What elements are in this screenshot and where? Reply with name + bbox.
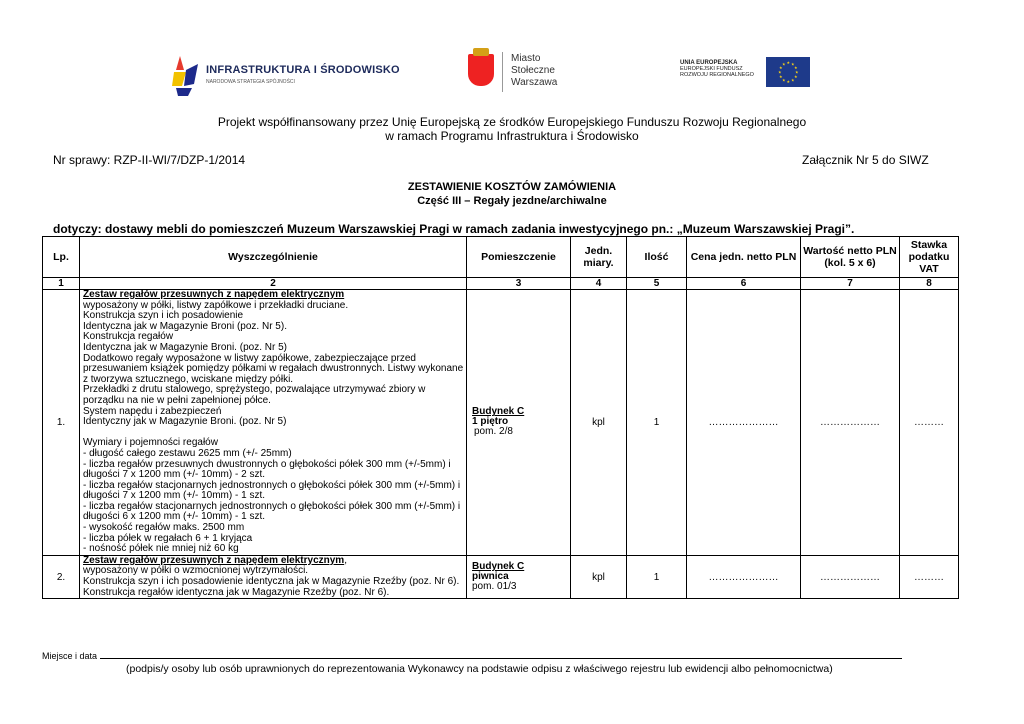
row-value-field[interactable]: ……………… [801,555,900,598]
description-line: Identyczny jak w Magazynie Broni. (poz. Nr 5) [83,416,287,428]
row-price-field[interactable]: ………………… [687,555,801,598]
row-unit: kpl [571,290,627,556]
place-date-line [42,651,902,661]
row-description [80,555,467,598]
row-vat-field[interactable]: ……… [900,290,959,556]
description-line: System napędu i zabezpieczeń [83,405,222,417]
description-line: z tworzywa sztucznego, wciskane między półki. [83,373,294,385]
row-description [80,290,467,556]
svg-text:★: ★ [794,65,798,70]
description-line: - wysokość regałów maks. 2500 mm [83,522,245,534]
description-line: przesuwaniem książek pomiędzy półkami w regałach dwustronnych. Listwy wykonane [83,363,464,375]
description-line: porządku na nie w pełni zapełnionej półce. [83,394,271,406]
col-header-value: Wartość netto PLN (kol. 5 x 6) [801,237,900,278]
infrastruktura-emblem-icon [172,56,202,96]
description-line: Identyczna jak w Magazynie Broni (poz. Nr 5). [83,320,287,332]
infrastruktura-logo [172,56,400,96]
table-header-row [43,237,959,278]
row-lp: 2. [43,555,80,598]
row-room [467,555,571,598]
col-number: 6 [687,278,801,290]
description-line: wyposażony w półki o wzmocnionej wytrzymałości. [83,565,309,577]
description-line: Konstrukcja szyn i ich posadowienie [83,310,244,322]
item-description-lines [83,301,464,555]
case-number: Nr sprawy: RZP-II-WI/7/DZP-1/2014 [53,153,246,167]
cofinancing-line-2: w ramach Programu Infrastruktura i Środowisko [385,129,639,143]
row-qty: 1 [627,290,687,556]
cost-table [42,236,959,599]
room-number: pom. 2/8 [474,426,513,438]
col-number: 7 [801,278,900,290]
svg-text:★: ★ [782,61,786,67]
place-date-field[interactable] [100,651,902,659]
svg-text:★: ★ [782,77,786,83]
col-header-vat: Stawka podatku VAT [900,237,959,278]
description-line: Wymiary i pojemności regałów [83,437,218,449]
description-line: wyposażony w półki, listwy zapółkowe i przekładki druciane. [83,299,349,311]
cofinancing-line-1: Projekt współfinansowany przez Unię Europejską ze środków Europejskiego Funduszu Rozwoju Regionalnego [217,115,807,129]
annex-label: Załącznik Nr 5 do SIWZ [802,153,929,167]
column-number-row [43,278,959,290]
infrastruktura-logo-title: INFRASTRUKTURA I ŚRODOWISKO [206,64,400,76]
description-line: Konstrukcja szyn i ich posadowienie identyczna jak w Magazynie Rzeźby (poz. Nr 6). [83,576,460,588]
description-line: - liczba regałów stacjonarnych jednostronnych o głębokości półek 300 mm (+/-5mm) i [83,479,461,491]
row-room [467,290,571,556]
row-unit: kpl [571,555,627,598]
col-header-desc: Wyszczególnienie [80,237,467,278]
description-line: długości 6 x 1200 mm (+/- 10mm) - 1 szt. [83,511,266,523]
row-price-field[interactable]: ………………… [687,290,801,556]
room-building: Budynek C [472,406,525,418]
item-title: Zestaw regałów przesuwnych z napędem elektrycznym [83,554,345,566]
description-line: - liczba półek w regałach 6 + 1 kryjąca [83,532,253,544]
svg-text:★: ★ [778,69,782,75]
table-row-2 [43,555,959,598]
room-floor: 1 piętro [472,416,509,428]
row-value-field[interactable]: ……………… [801,290,900,556]
row-vat-field[interactable]: ……… [900,555,959,598]
description-line: - liczba regałów przesuwnych dwustronnych o głębokości półek 300 mm (+/-5mm) i [83,458,451,470]
svg-text:★: ★ [786,60,791,65]
col-number: 4 [571,278,627,290]
svg-text:★: ★ [779,74,783,79]
ue-logo [680,54,810,90]
room-floor: piwnica [472,571,509,583]
item-description-lines [83,566,464,598]
document-title: ZESTAWIENIE KOSZTÓW ZAMÓWIENIA [407,181,617,193]
svg-text:★: ★ [791,77,795,83]
infrastruktura-logo-subtitle: NARODOWA STRATEGIA SPÓJNOŚCI [206,79,295,85]
col-header-room: Pomieszczenie [467,237,571,278]
row-qty: 1 [627,555,687,598]
svg-text:★: ★ [794,74,798,79]
place-date-label: Miejsce i data [42,651,98,661]
svg-text:★: ★ [779,65,783,70]
ue-logo-text: UNIA EUROPEJSKA EUROPEJSKI FUNDUSZ ROZWOJU REGIONALNEGO [680,60,754,78]
document-subtitle: Część III – Regały jezdne/archiwalne [417,195,607,207]
item-title: Zestaw regałów przesuwnych z napędem elektrycznym [83,289,345,300]
row-lp: 1. [43,290,80,556]
room-building: Budynek C [472,561,525,573]
description-line: Identyczna jak w Magazynie Broni. (poz. Nr 5) [83,341,287,353]
svg-text:★: ★ [795,69,799,75]
svg-text:★: ★ [786,79,791,84]
signature-note: (podpis/y osoby lub osób uprawnionych do reprezentowania Wykonawcy na podstawie odpisu z właściwego rejestru lub ewidencji albo pełnomocnictwa) [126,663,833,675]
eu-flag-icon [766,57,810,87]
col-number: 3 [467,278,571,290]
warszawa-logo [468,50,578,96]
table-row-1 [43,290,959,556]
description-line: Przekładki z drutu stalowego, sprężystego, pozwalające utrzymywać zbiory w [83,384,426,396]
warszawa-logo-text: Miasto Stołeczne Warszawa [511,53,558,88]
description-line: Konstrukcja regałów identyczna jak w Magazynie Rzeźby (poz. Nr 6). [83,586,390,598]
description-line: długości 7 x 1200 mm (+/- 10mm) - 1 szt. [83,490,266,502]
col-header-price: Cena jedn. netto PLN [687,237,801,278]
description-line: - długość całego zestawu 2625 mm (+/- 25mm) [83,447,292,459]
room-number: pom. 01/3 [472,581,517,593]
description-line: - liczba regałów stacjonarnych jednostronnych o głębokości półek 300 mm (+/-5mm) i [83,500,461,512]
warszawa-crest-icon [468,54,494,86]
col-number: 5 [627,278,687,290]
col-number: 2 [80,278,467,290]
svg-text:★: ★ [791,61,795,67]
description-line: Dodatkowo regały wyposażone w listwy zapółkowe, zabezpieczające przed [83,352,416,364]
description-line: Konstrukcja regałów [83,331,174,343]
subject-line: dotyczy: dostawy mebli do pomieszczeń Muzeum Warszawskiej Pragi w ramach zadania inwestycyjnego pn.: „Muzeum Warszawskiej Pragi”. [53,222,855,236]
description-line: długości 7 x 1200 mm (+/- 10mm) - 2 szt. [83,469,266,481]
col-header-lp: Lp. [43,237,80,278]
description-line: - nośność półek nie mniej niż 60 kg [83,543,239,555]
col-header-unit: Jedn. miary. [571,237,627,278]
col-number: 8 [900,278,959,290]
item-title-suffix: , [344,554,347,566]
col-header-qty: Ilość [627,237,687,278]
col-number: 1 [43,278,80,290]
